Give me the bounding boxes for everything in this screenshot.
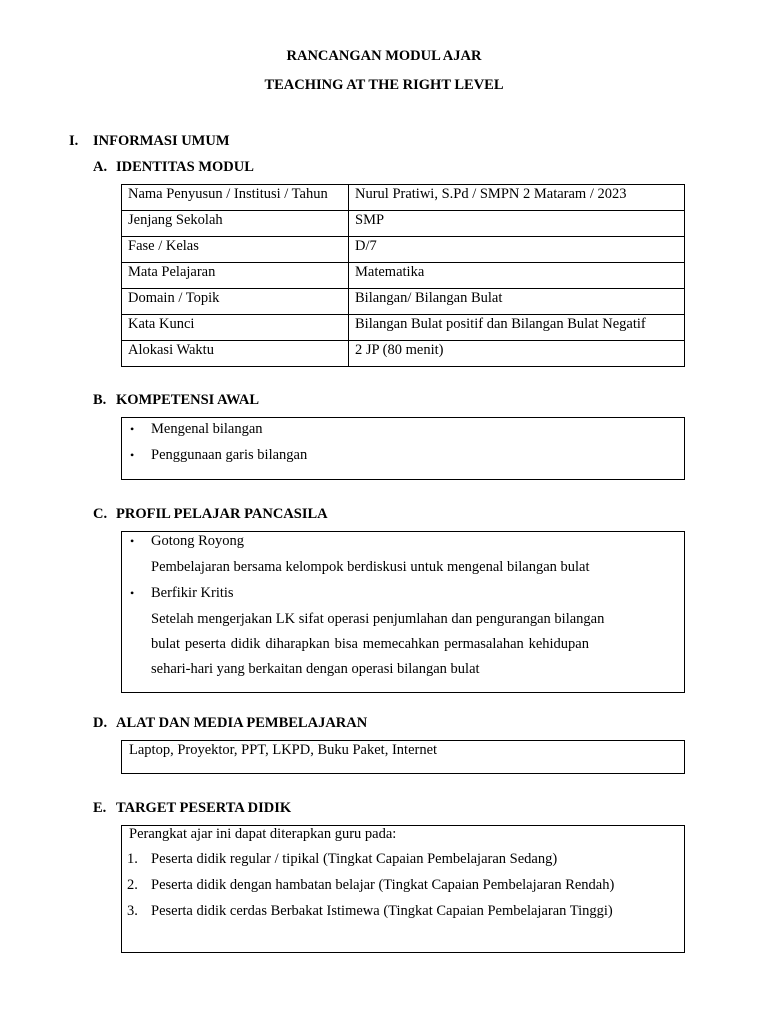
table-key: Mata Pelajaran (122, 263, 349, 289)
heading-title: PROFIL PELAJAR PANCASILA (116, 506, 328, 522)
table-key: Domain / Topik (122, 289, 349, 315)
bullet-icon: • (130, 448, 135, 462)
table-row (122, 289, 685, 315)
table-key: Alokasi Waktu (122, 341, 349, 367)
item-description: Pembelajaran bersama kelompok berdiskusi untuk mengenal bilangan bulat (151, 559, 590, 575)
section-informasi-umum (69, 133, 230, 150)
document-subtitle: TEACHING AT THE RIGHT LEVEL (264, 77, 504, 93)
document-title: RANCANGAN MODUL AJAR (286, 48, 482, 64)
identity-table (121, 184, 685, 367)
target-intro: Perangkat ajar ini dapat diterapkan guru pada: (129, 826, 397, 842)
list-item: Peserta didik cerdas Berbakat Istimewa (Tingkat Capaian Pembelajaran Tinggi) (151, 903, 613, 919)
bullet-icon: • (130, 534, 135, 548)
heading-title: TARGET PESERTA DIDIK (116, 800, 292, 816)
kompetensi-box (121, 417, 685, 480)
heading-letter: E. (93, 800, 107, 816)
table-value: SMP (349, 211, 685, 237)
bullet-icon: • (130, 422, 135, 436)
table-row (122, 341, 685, 367)
heading-title: ALAT DAN MEDIA PEMBELAJARAN (116, 715, 368, 731)
heading-letter: B. (93, 392, 107, 408)
heading-letter: D. (93, 715, 108, 731)
list-item: Mengenal bilangan (151, 421, 263, 437)
table-row (122, 315, 685, 341)
table-value: 2 JP (80 menit) (349, 341, 685, 367)
heading-letter: A. (93, 159, 108, 175)
bullet-icon: • (130, 586, 135, 600)
heading-profil-pelajar (93, 506, 328, 523)
section-title: INFORMASI UMUM (93, 133, 230, 149)
section-number: I. (69, 133, 79, 149)
table-key: Fase / Kelas (122, 237, 349, 263)
table-value: Bilangan Bulat positif dan Bilangan Bulat Negatif (349, 315, 685, 341)
heading-alat-media (93, 715, 367, 732)
alat-box (121, 740, 685, 774)
profil-box (121, 531, 685, 693)
table-value: Nurul Pratiwi, S.Pd / SMPN 2 Mataram / 2023 (349, 185, 685, 211)
list-number: 1. (127, 851, 138, 867)
table-value: Bilangan/ Bilangan Bulat (349, 289, 685, 315)
list-item: Berfikir Kritis (151, 585, 234, 601)
heading-target-peserta (93, 800, 291, 817)
item-description: sehari-hari yang berkaitan dengan operasi bilangan bulat (151, 661, 480, 677)
item-description: bulat peserta didik diharapkan bisa memecahkan permasalahan kehidupan (151, 636, 589, 652)
table-key: Kata Kunci (122, 315, 349, 341)
list-item: Peserta didik dengan hambatan belajar (Tingkat Capaian Pembelajaran Rendah) (151, 877, 615, 893)
table-row (122, 237, 685, 263)
table-row (122, 263, 685, 289)
table-row (122, 211, 685, 237)
list-item: Penggunaan garis bilangan (151, 447, 308, 463)
heading-title: KOMPETENSI AWAL (116, 392, 260, 408)
heading-identitas-modul (93, 159, 254, 176)
list-item: Gotong Royong (151, 533, 245, 549)
table-value: D/7 (349, 237, 685, 263)
table-key: Nama Penyusun / Institusi / Tahun (122, 185, 349, 211)
target-box (121, 825, 685, 953)
list-number: 3. (127, 903, 138, 919)
heading-title: IDENTITAS MODUL (116, 159, 254, 175)
list-item: Peserta didik regular / tipikal (Tingkat Capaian Pembelajaran Sedang) (151, 851, 558, 867)
item-description: Setelah mengerjakan LK sifat operasi penjumlahan dan pengurangan bilangan (151, 611, 605, 627)
list-number: 2. (127, 877, 138, 893)
table-key: Jenjang Sekolah (122, 211, 349, 237)
table-row (122, 185, 685, 211)
table-value: Matematika (349, 263, 685, 289)
heading-kompetensi-awal (93, 392, 259, 409)
heading-letter: C. (93, 506, 108, 522)
alat-text: Laptop, Proyektor, PPT, LKPD, Buku Paket, Internet (129, 742, 438, 758)
